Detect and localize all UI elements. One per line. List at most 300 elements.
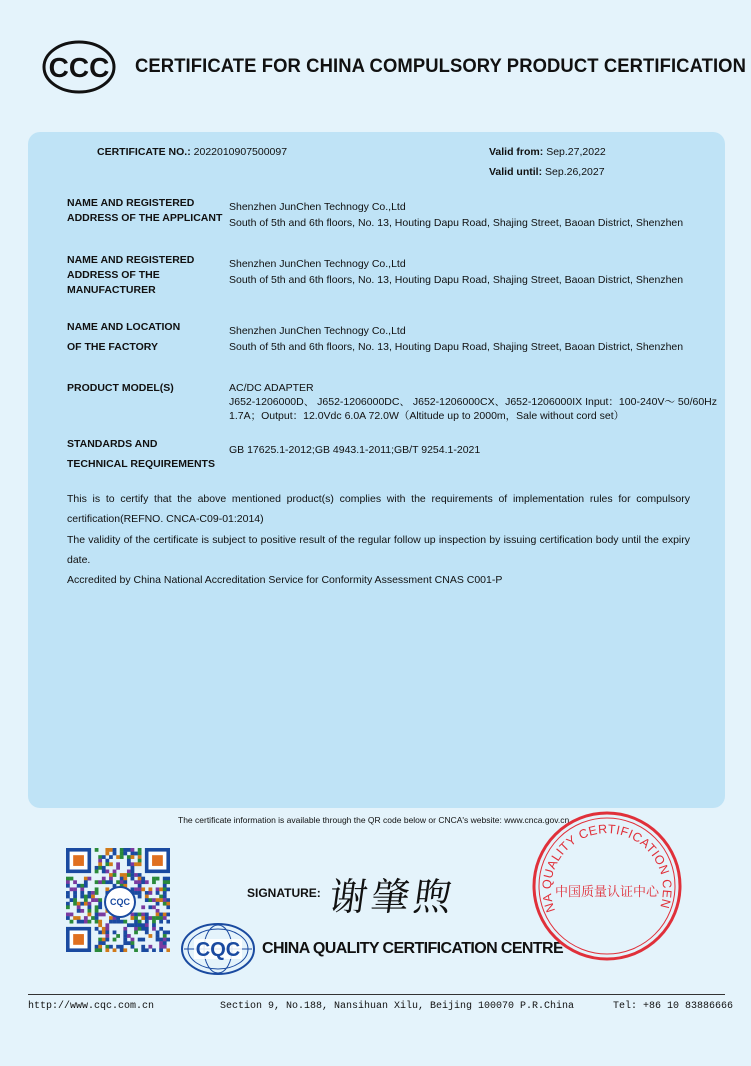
qr-module [88,905,92,909]
qr-module [73,895,77,899]
qr-module [91,898,95,902]
qr-module [156,909,160,913]
qr-module [152,898,156,902]
qr-module [70,877,74,881]
qr-module [70,898,74,902]
qr-module [84,898,88,902]
qr-module [102,877,106,881]
qr-module [141,877,145,881]
qr-module [163,913,167,917]
qr-module [134,948,138,952]
signature-handwritten: 谢肇煦 [326,875,459,919]
qr-module [109,877,113,881]
qr-module [138,923,142,927]
qr-module [141,948,145,952]
qr-module [145,916,149,920]
qr-module [80,895,84,899]
qr-code[interactable] [66,848,170,952]
qr-module [98,855,102,859]
qr-module [95,891,99,895]
qr-module [113,848,117,852]
qr-module [88,891,92,895]
qr-module [84,880,88,884]
qr-module [156,930,160,934]
qr-module [91,895,95,899]
qr-module [166,938,170,942]
qr-module [166,948,170,952]
qr-module [123,920,127,924]
qr-module [105,923,109,927]
ccc-logo-text: CCC [48,52,110,83]
qr-module [73,887,77,891]
qr-module [156,934,160,938]
qr-module [120,948,124,952]
qr-module [95,898,99,902]
qr-module [163,884,167,888]
product-label: PRODUCT MODEL(S) [67,382,174,394]
qr-module [145,927,149,931]
qr-module [159,913,163,917]
qr-module [95,866,99,870]
qr-module [145,920,149,924]
qr-module [163,880,167,884]
qr-module [127,862,131,866]
qr-module [102,880,106,884]
qr-module [88,895,92,899]
qr-module [127,855,131,859]
qr-module [145,948,149,952]
qr-center-logo-text: CQC [110,897,130,907]
qr-module [123,927,127,931]
qr-module [166,930,170,934]
qr-module [105,880,109,884]
qr-module [123,880,127,884]
qr-module [109,920,113,924]
qr-module [123,873,127,877]
qr-module [131,938,135,942]
qr-module [123,948,127,952]
qr-module [105,859,109,863]
qr-module [134,913,138,917]
qr-module [138,891,142,895]
factory-info [229,323,683,355]
product-ratings: 1.7A；Output：12.0Vdc 6.0A 72.0W（Altitude up to 2000m，Sale without cord set） [229,410,625,422]
qr-module [131,923,135,927]
qr-module [95,948,99,952]
qr-module [102,938,106,942]
qr-module [163,898,167,902]
qr-module [88,913,92,917]
qr-module [105,945,109,949]
qr-module [145,895,149,899]
qr-module [152,877,156,881]
qr-module [105,938,109,942]
qr-module [77,909,81,913]
qr-module [98,938,102,942]
qr-module [95,927,99,931]
qr-module [105,848,109,852]
qr-module [95,905,99,909]
qr-module [156,902,160,906]
qr-module [120,873,124,877]
qr-module [138,848,142,852]
qr-module [145,891,149,895]
qr-module [138,873,142,877]
qr-module [141,945,145,949]
qr-module [138,884,142,888]
qr-module [148,934,152,938]
qr-module [127,923,131,927]
qr-module [163,916,167,920]
qr-module [159,948,163,952]
qr-module [134,852,138,856]
certificate-number [97,146,287,158]
qr-module [113,948,117,952]
qr-module [131,916,135,920]
footer-tel: Tel: +86 10 83886666 [613,1001,734,1012]
qr-module [95,870,99,874]
factory-address: South of 5th and 6th floors, No. 13, Houting Dapu Road, Shajing Street, Baoan District, Shenzhen [229,341,684,353]
qr-module [138,913,142,917]
qr-module [159,945,163,949]
qr-module [98,905,102,909]
qr-module [123,938,127,942]
qr-module [80,920,84,924]
qr-module [166,902,170,906]
qr-module [152,927,156,931]
qr-module [148,891,152,895]
factory-name: Shenzhen JunChen Technogy Co.,Ltd [229,325,406,337]
product-models: J652-1206000D、 J652-1206000DC、 J652-1206000CX、J652-1206000IX Input：100-240V～ 50/60Hz [229,396,717,408]
qr-module [95,848,99,852]
qr-module [102,870,106,874]
qr-module [98,898,102,902]
qr-module [138,859,142,863]
qr-module [145,923,149,927]
qr-module [102,941,106,945]
qr-module [166,880,170,884]
qr-module [98,866,102,870]
qr-module [148,898,152,902]
qr-module [77,902,81,906]
qr-module [148,905,152,909]
qr-module [113,938,117,942]
qr-module [127,873,131,877]
qr-module [102,855,106,859]
qr-module [127,848,131,852]
qr-module [80,887,84,891]
qr-module [102,927,106,931]
qr-module [120,848,124,852]
qr-module [116,945,120,949]
qr-module [123,934,127,938]
qr-module [70,920,74,924]
qr-module [120,855,124,859]
qr-module [88,902,92,906]
statement-accreditation: Accredited by China National Accreditation Service for Conformity Assessment CNAS C001-P [67,574,503,586]
footer-divider [28,994,725,995]
qr-module [120,852,124,856]
qr-module [109,848,113,852]
qr-module [131,877,135,881]
qr-module [138,895,142,899]
qr-module [102,930,106,934]
qr-module [163,938,167,942]
qr-module [73,891,77,895]
qr-module [73,902,77,906]
qr-module [131,873,135,877]
qr-module [159,895,163,899]
qr-module [66,916,70,920]
qr-module [98,930,102,934]
qr-module [134,873,138,877]
qr-module [105,862,109,866]
qr-module [73,916,77,920]
qr-module [131,941,135,945]
qr-module [152,916,156,920]
qr-note: The certificate information is available through the QR code below or CNCA's website: www.cnca.gov.cn [178,815,570,825]
qr-module [159,938,163,942]
qr-finder [73,855,84,866]
qr-module [66,902,70,906]
qr-module [166,920,170,924]
qr-module [141,916,145,920]
official-seal [531,810,683,962]
qr-module [134,916,138,920]
qr-module [109,855,113,859]
qr-module [159,941,163,945]
valid-until-label: Valid until: [489,166,543,178]
valid-from [489,146,606,158]
qr-module [138,877,142,881]
qr-module [84,877,88,881]
valid-from-label: Valid from: [489,146,544,158]
qr-module [141,887,145,891]
qr-module [84,920,88,924]
qr-module [116,866,120,870]
qr-module [80,891,84,895]
applicant-name: Shenzhen JunChen Technogy Co.,Ltd [229,201,406,213]
certificate-title: CERTIFICATE FOR CHINA COMPULSORY PRODUCT CERTIFICATION [135,56,747,77]
qr-module [131,866,135,870]
qr-module [163,895,167,899]
certificate-number-value: 2022010907500097 [193,146,288,158]
qr-module [166,913,170,917]
qr-module [163,945,167,949]
qr-module [159,920,163,924]
qr-module [138,852,142,856]
qr-module [163,891,167,895]
qr-module [123,877,127,881]
qr-module [138,855,142,859]
qr-module [123,848,127,852]
qr-module [98,913,102,917]
qr-module [70,887,74,891]
qr-module [109,862,113,866]
seal-outer-text: NA QUALITY CERTIFICATION CEN [539,822,675,915]
qr-module [73,898,77,902]
qr-module [88,877,92,881]
qr-module [148,887,152,891]
qr-module [91,891,95,895]
qr-module [166,905,170,909]
qr-module [105,930,109,934]
qr-module [156,898,160,902]
qr-module [166,898,170,902]
qr-module [98,880,102,884]
manufacturer-name: Shenzhen JunChen Technogy Co.,Ltd [229,258,406,270]
qr-module [145,898,149,902]
qr-module [138,920,142,924]
qr-module [131,852,135,856]
qr-module [163,930,167,934]
qr-module [95,945,99,949]
cqc-logo-text: CQC [195,939,241,961]
qr-module [152,880,156,884]
qr-center-logo [104,886,136,918]
qr-module [105,927,109,931]
qr-module [109,945,113,949]
qr-module [80,902,84,906]
qr-module [131,848,135,852]
signature-label: SIGNATURE: [247,886,321,900]
qr-module [166,887,170,891]
qr-module [109,880,113,884]
qr-module [109,916,113,920]
qr-module [113,870,117,874]
qr-module [134,930,138,934]
qr-module [159,887,163,891]
qr-module [145,913,149,917]
qr-module [70,913,74,917]
qr-module [84,916,88,920]
qr-module [134,862,138,866]
footer-website[interactable]: http://www.cqc.com.cn [28,1001,155,1012]
qr-module [141,938,145,942]
qr-module [134,880,138,884]
qr-module [91,916,95,920]
qr-module [145,930,149,934]
qr-module [73,880,77,884]
qr-module [152,923,156,927]
manufacturer-info [229,256,683,288]
qr-module [131,862,135,866]
valid-until [489,166,605,178]
qr-module [148,945,152,949]
qr-module [123,941,127,945]
valid-from-value: Sep.27,2022 [546,146,606,158]
qr-module [109,873,113,877]
qr-module [88,909,92,913]
product-type: AC/DC ADAPTER [229,382,314,394]
qr-module [88,920,92,924]
qr-module [66,880,70,884]
qr-module [134,887,138,891]
qr-module [98,941,102,945]
qr-module [66,905,70,909]
qr-module [95,887,99,891]
qr-module [163,877,167,881]
qr-module [116,855,120,859]
qr-module [163,934,167,938]
qr-module [77,905,81,909]
manufacturer-label: NAME AND REGISTERED ADDRESS OF THE MANUFACTURER [67,254,195,296]
qr-module [127,870,131,874]
qr-module [131,945,135,949]
qr-module [134,891,138,895]
qr-module [98,948,102,952]
org-name: CHINA QUALITY CERTIFICATION CENTRE [262,940,564,957]
qr-module [131,855,135,859]
statement-compliance: This is to certify that the above mentioned product(s) complies with the requirements of implementation rules for compulsory certification(REFNO. CNCA-C09-01:2014) [67,493,690,525]
qr-module [98,920,102,924]
qr-module [66,895,70,899]
qr-module [163,941,167,945]
applicant-label: NAME AND REGISTERED ADDRESS OF THE APPLICANT [67,197,223,224]
qr-module [138,862,142,866]
qr-module [156,891,160,895]
qr-module [116,880,120,884]
qr-module [98,945,102,949]
qr-module [141,880,145,884]
qr-module [166,877,170,881]
qr-module [145,880,149,884]
qr-module [123,930,127,934]
qr-module [120,920,124,924]
applicant-address: South of 5th and 6th floors, No. 13, Houting Dapu Road, Shajing Street, Baoan District, Shenzhen [229,217,684,229]
qr-module [138,927,142,931]
qr-module [163,887,167,891]
qr-module [120,880,124,884]
qr-module [120,877,124,881]
qr-module [84,895,88,899]
cqc-logo [180,922,256,976]
qr-finder [73,934,84,945]
qr-module [163,902,167,906]
standards-label: STANDARDS AND TECHNICAL REQUIREMENTS [67,438,215,470]
qr-module [159,916,163,920]
qr-module [98,859,102,863]
qr-module [138,887,142,891]
qr-module [80,884,84,888]
qr-module [134,927,138,931]
qr-module [98,862,102,866]
qr-module [127,859,131,863]
qr-module [148,916,152,920]
qr-module [134,920,138,924]
qr-module [156,916,160,920]
qr-module [95,913,99,917]
qr-module [156,877,160,881]
product-info [229,381,717,423]
qr-module [98,923,102,927]
qr-module [105,852,109,856]
qr-module [113,930,117,934]
qr-module [80,909,84,913]
qr-module [116,934,120,938]
qr-module [84,902,88,906]
qr-module [131,870,135,874]
qr-module [127,934,131,938]
qr-module [66,877,70,881]
qr-module [66,891,70,895]
standards-value: GB 17625.1-2012;GB 4943.1-2011;GB/T 9254.1-2021 [229,444,481,456]
qr-module [105,948,109,952]
seal-inner-text: 中国质量认证中心 [554,885,660,900]
qr-module [105,934,109,938]
valid-until-value: Sep.26,2027 [545,166,605,178]
qr-module [95,920,99,924]
